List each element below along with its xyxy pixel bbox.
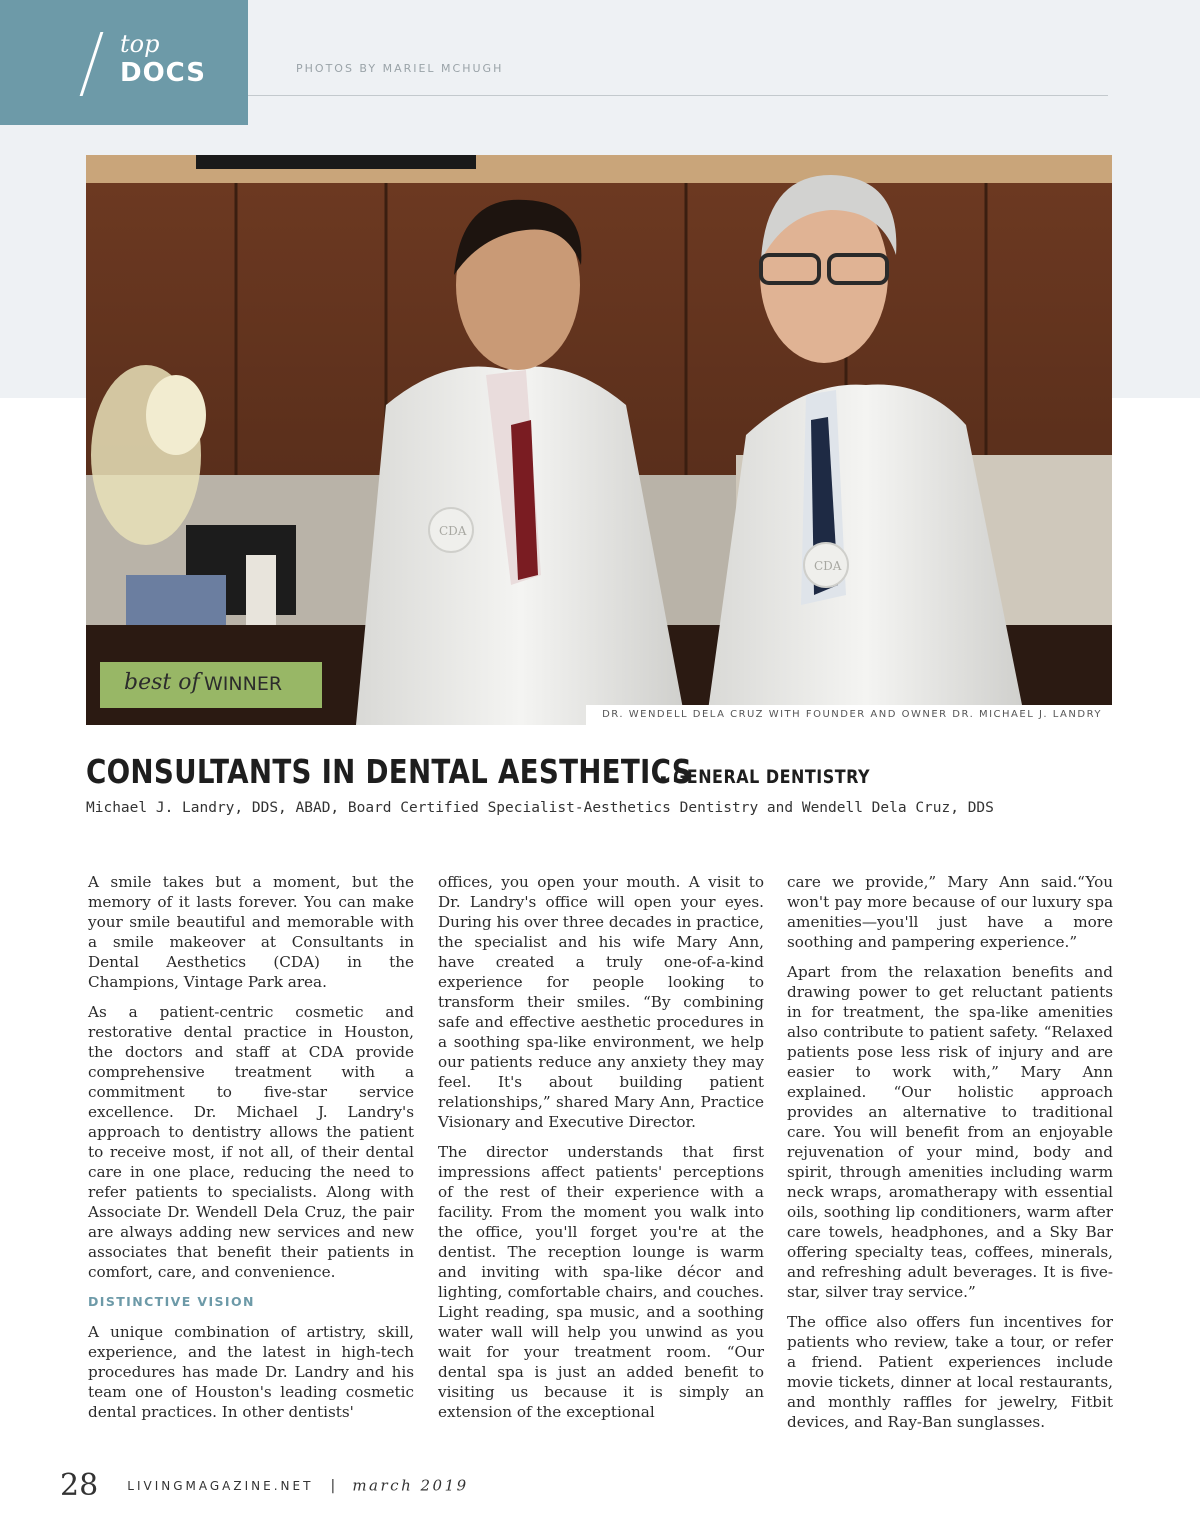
badge-winner: WINNER bbox=[204, 673, 283, 695]
paragraph: A smile takes but a moment, but the memory of it lasts forever. You can make your smile beautiful and memorable with a smile makeover at Consultants in Dental Aesthetics (CDA) in the Champions, Vintage Park area. bbox=[88, 873, 414, 991]
coat-logo-right: CDA bbox=[814, 559, 842, 573]
section-label-top: top bbox=[120, 30, 160, 58]
footer-site: LIVINGMAGAZINE.NET bbox=[127, 1478, 314, 1493]
article-byline: Michael J. Landry, DDS, ABAD, Board Certified Specialist-Aesthetics Dentistry and Wendell Dela Cruz, DDS bbox=[86, 800, 994, 816]
badge-best-of: best of bbox=[124, 670, 200, 695]
paragraph: care we provide,” Mary Ann said.“You won't pay more because of our luxury spa amenities—you'll just have a more soothing and pampering experience.” bbox=[787, 873, 1113, 951]
article-column-2 bbox=[438, 872, 764, 1432]
section-subhead: DISTINCTIVE VISION bbox=[88, 1294, 255, 1309]
footer-date: march 2019 bbox=[352, 1476, 469, 1495]
coat-logo-left: CDA bbox=[439, 524, 467, 538]
paragraph: The director understands that first impressions affect patients' perceptions of the rest of their experience with a facility. From the moment you walk into the office, you'll forget you're at the dentist. The reception lounge is warm and inviting with spa-like décor and lighting, comfortable chairs, and couches. Light reading, spa music, and a soothing water wall will help you unwind as you wait for your treatment room. “Our dental spa is just an added benefit to visiting us because it is simply an extension of the exceptional bbox=[438, 1143, 764, 1421]
article-column-3 bbox=[787, 872, 1113, 1442]
paragraph: Apart from the relaxation benefits and drawing power to get reluctant patients in for treatment, the spa-like amenities also contribute to patient safety. “Relaxed patients pose less risk of injury and are easier to work with,” Mary Ann explained. “Our holistic approach provides an alternative to traditional care. You will benefit from an enjoyable rejuvenation of your mind, body and spirit, through amenities including warm neck wraps, aromatherapy with essential oils, soothing lip conditioners, warm after care towels, headphones, and a Sky Bar offering specialty teas, coffees, minerals, and refreshing adult beverages. It is five-star, silver tray service.” bbox=[787, 963, 1113, 1301]
photo-illustration bbox=[86, 155, 1112, 725]
paragraph: offices, you open your mouth. A visit to Dr. Landry's office will open your eyes. During his over three decades in practice, the specialist and his wife Mary Ann, have created a truly one-of-a-kind experience for people looking to transform their smiles. “By combining safe and effective aesthetic procedures in a soothing spa-like environment, we help our patients reduce any anxiety they may feel. It's about building patient relationships,” shared Mary Ann, Practice Visionary and Executive Director. bbox=[438, 873, 764, 1131]
article-column-1 bbox=[88, 872, 414, 1432]
paragraph: A unique combination of artistry, skill, experience, and the latest in high-tech procedures has made Dr. Landry and his team one of Houston's leading cosmetic dental practices. In other dentists' bbox=[88, 1323, 414, 1421]
footer-separator: | bbox=[330, 1477, 336, 1494]
paragraph: As a patient-centric cosmetic and restorative dental practice in Houston, the doctors and staff at CDA provide comprehensive treatment with a commitment to five-star service excellence. Dr. Michael J. Landry's approach to dentistry allows the patient to receive most, if not all, of their dental care in one place, reducing the need to refer patients to specialists. Along with Associate Dr. Wendell Dela Cruz, the pair are always adding new services and new associates that benefit their patients in comfort, care, and convenience. bbox=[88, 1003, 414, 1281]
photo-credit: PHOTOS BY MARIEL MCHUGH bbox=[296, 62, 504, 75]
paragraph: The office also offers fun incentives for patients who review, take a tour, or refer a friend. Patient experiences include movie tickets, dinner at local restaurants, and monthly raffles for jewelry, Fitbit devices, and Ray-Ban sunglasses. bbox=[787, 1313, 1113, 1431]
page-number: 28 bbox=[60, 1468, 99, 1503]
header-rule bbox=[248, 95, 1108, 96]
photo-caption: DR. WENDELL DELA CRUZ WITH FOUNDER AND OWNER DR. MICHAEL J. LANDRY bbox=[586, 705, 1112, 725]
section-tab bbox=[0, 0, 248, 125]
page-footer bbox=[60, 1468, 469, 1503]
article-title: CONSULTANTS IN DENTAL AESTHETICS bbox=[86, 752, 692, 791]
doctors-photo bbox=[86, 155, 1112, 725]
article-subtitle: - GENERAL DENTISTRY bbox=[660, 766, 871, 788]
slash-divider bbox=[80, 32, 104, 96]
best-of-winner-badge bbox=[100, 662, 322, 708]
section-label-docs: DOCS bbox=[120, 58, 206, 88]
article-title-line bbox=[86, 752, 1116, 791]
